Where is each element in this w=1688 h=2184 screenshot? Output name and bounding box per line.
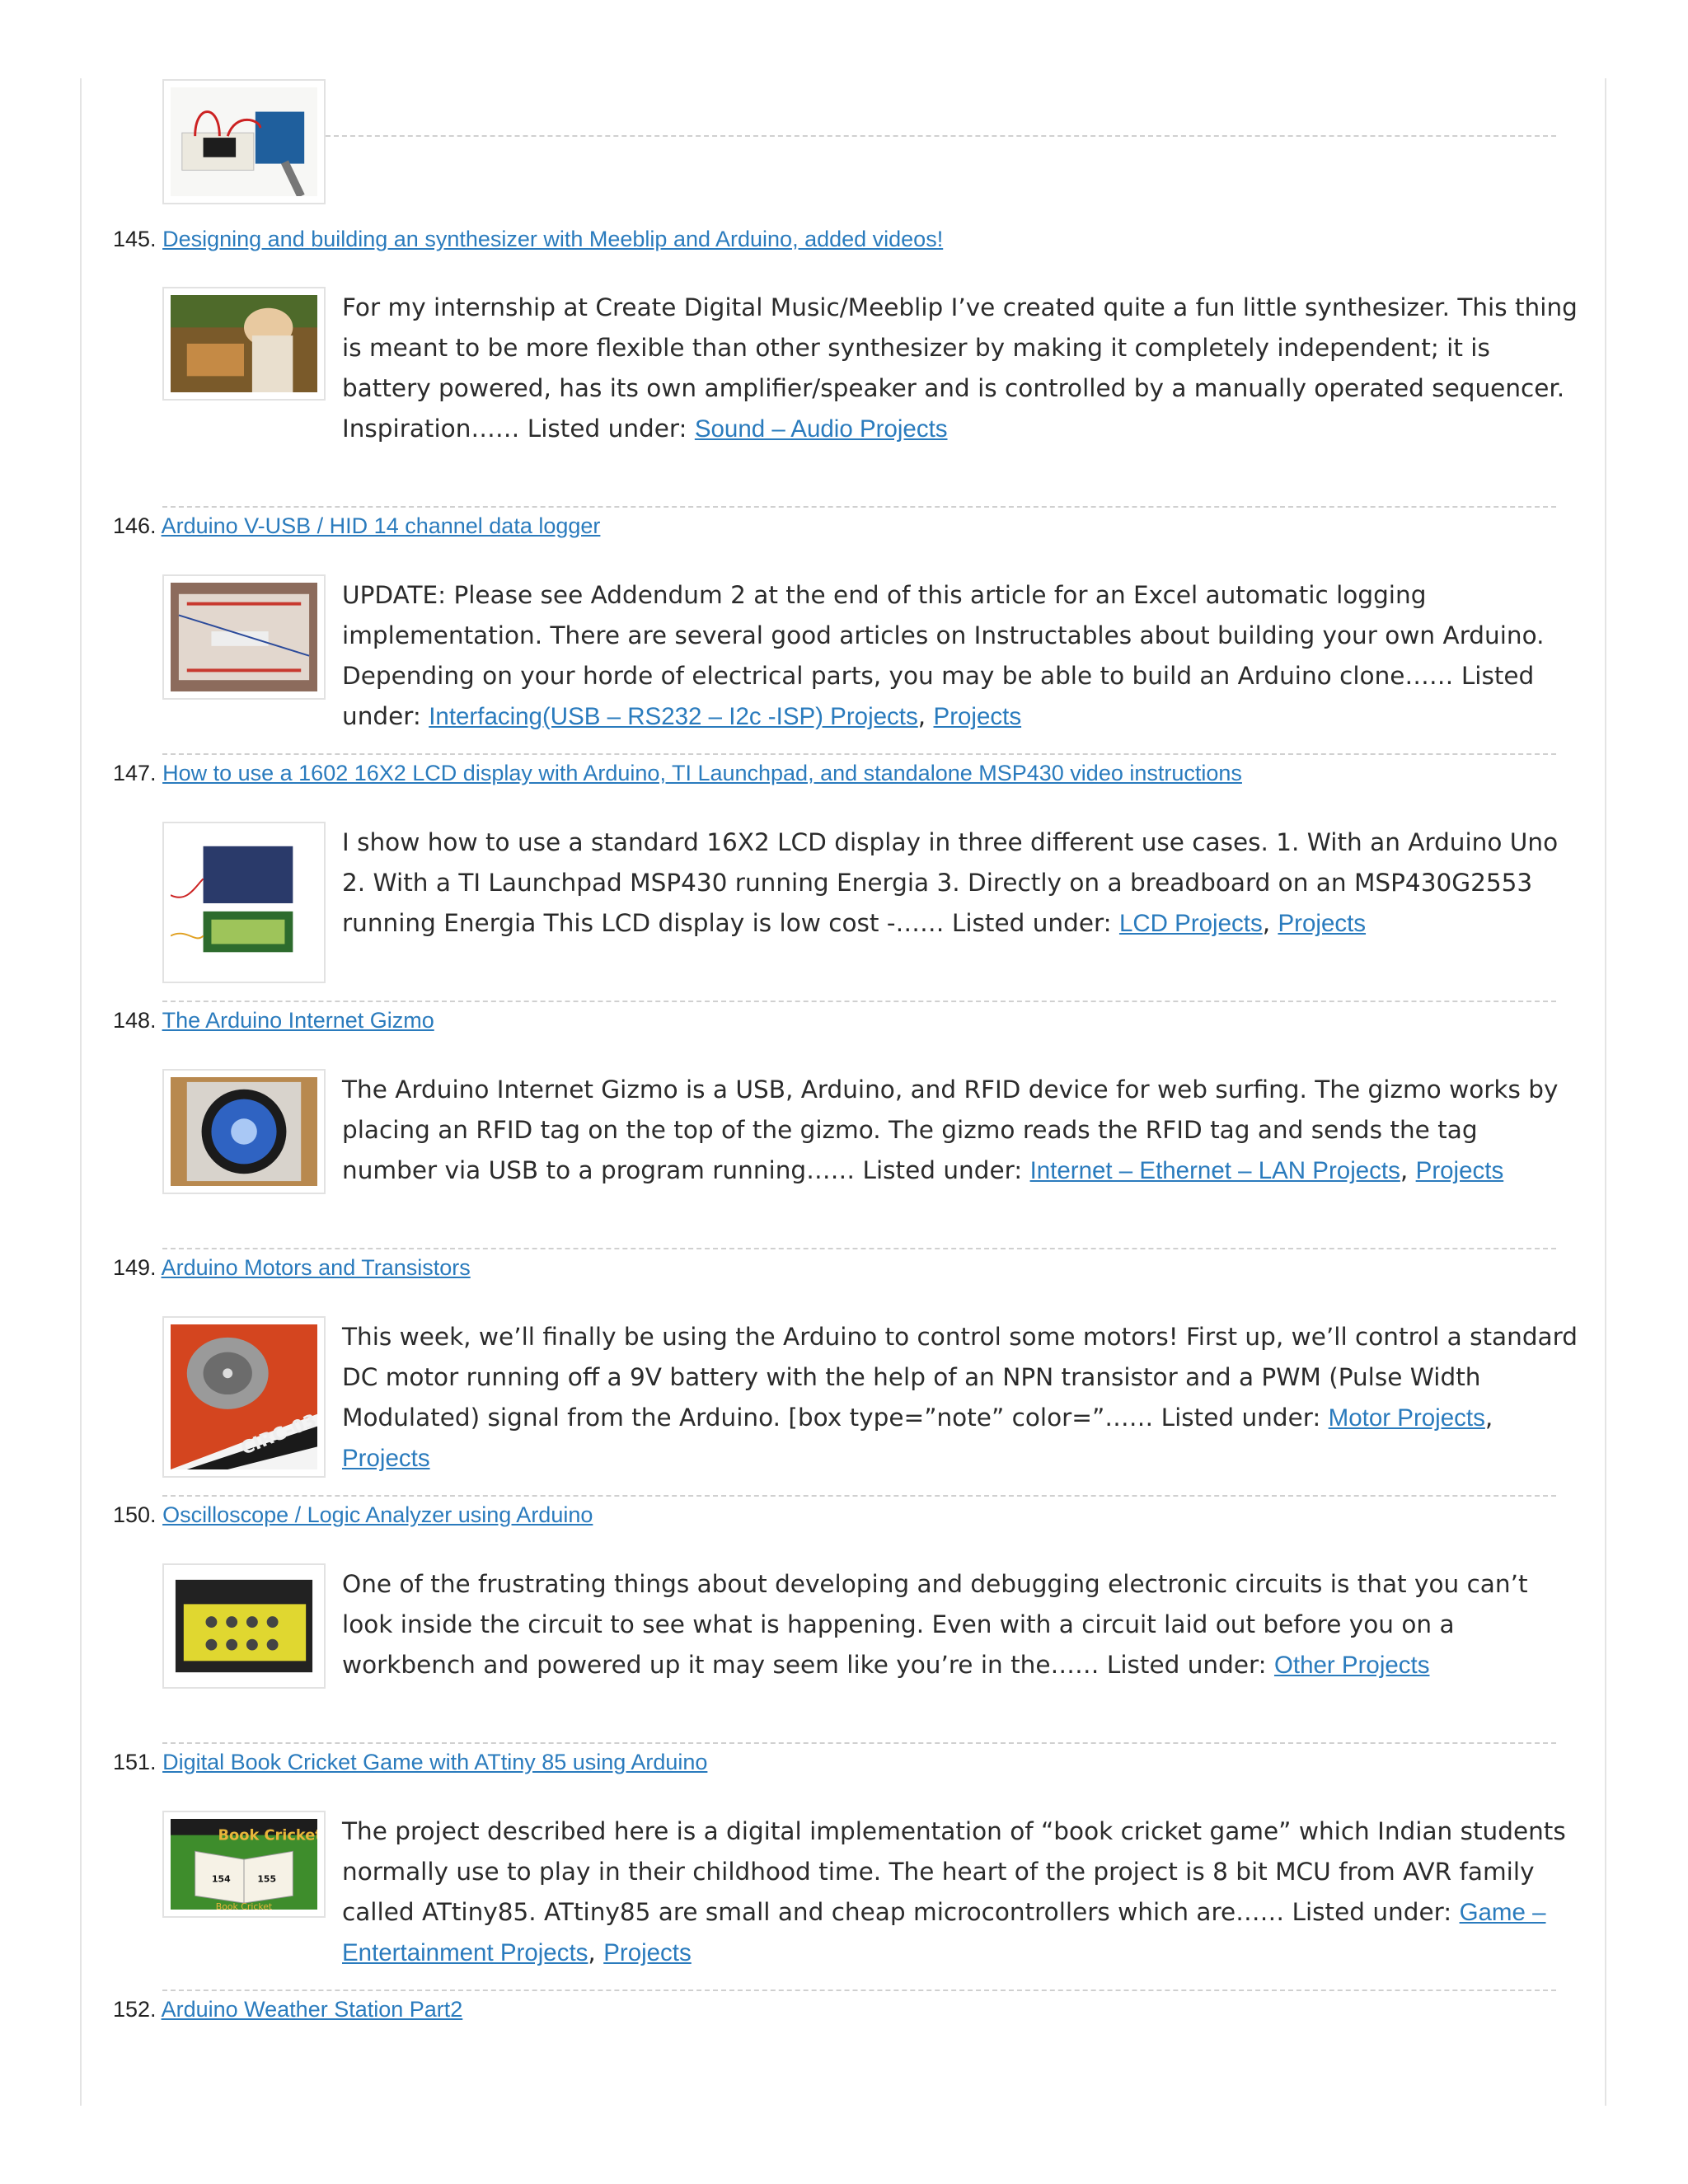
item-description: I show how to use a standard 16X2 LCD display in three different use cases. 1. With an Arduino Uno 2. With a TI Launchpad MSP430 running Energia 3. Directly on a breadboard on an MSP430G2553 running Energia This LCD display is low cost -…… Listed under: LCD Projects, Projects [342, 828, 1559, 937]
category-link[interactable]: Other Projects [1273, 1652, 1430, 1679]
list-item-146: 146. Arduino V-USB / HID 14 channel data logger [113, 513, 601, 538]
motor-label: CIRC-03 [237, 1410, 317, 1460]
list-item-145: 145. Designing and building an synthesizer with Meeblip and Arduino, added videos! [113, 227, 944, 251]
list-item-152: 152. Arduino Weather Station Part2 [113, 1997, 463, 2022]
thumbnail-internet-gizmo[interactable] [162, 1069, 326, 1194]
item-description: The project described here is a digital implementation of “book cricket game” which Indian students normally use to play in their childhood time. The heart of the project is 8 bit MCU from AVR family called ATtiny85. ATtiny85 are small and cheap microcontrollers which are…… Listed under: Game – Entertainment Projects, Projects [342, 1817, 1566, 1966]
category-link[interactable]: Internet – Ethernet – LAN Projects [1029, 1157, 1400, 1184]
item-title-link[interactable]: Arduino Motors and Transistors [161, 1255, 471, 1280]
category-link[interactable]: Projects [1415, 1157, 1504, 1184]
item-description: UPDATE: Please see Addendum 2 at the end of this article for an Excel automatic logging implementation. There are several good articles on Instructables about building your own Arduino. Depending on your horde of electrical parts, you may be able to build an Arduino clone…… Listed under: Interfacing(USB – RS232 – I2c -ISP) Projects, Projects [342, 581, 1545, 730]
item-title-link[interactable]: The Arduino Internet Gizmo [162, 1008, 434, 1033]
item-title-link[interactable]: Designing and building an synthesizer with Meeblip and Arduino, added videos! [162, 227, 944, 251]
category-link[interactable]: LCD Projects [1118, 910, 1263, 937]
list-item-147: 147. How to use a 1602 16X2 LCD display with Arduino, TI Launchpad, and standalone MSP430 video instructions [113, 761, 1242, 785]
item-title-link[interactable]: Arduino Weather Station Part2 [161, 1997, 463, 2022]
list-item-151: 151. Digital Book Cricket Game with ATtiny 85 using Arduino [113, 1750, 708, 1774]
category-link[interactable]: Game – Entertainment Projects [342, 1899, 1546, 1966]
item-description: The Arduino Internet Gizmo is a USB, Arduino, and RFID device for web surfing. The gizmo works by placing an RFID tag on the top of the gizmo. The gizmo reads the RFID tag and sends the tag number via USB to a program running…… Listed under: Internet – Ethernet – LAN Projects, Projects [342, 1076, 1559, 1184]
item-description: This week, we’ll finally be using the Arduino to control some motors! First up, we’ll control a standard DC motor running off a 9V battery with the help of an NPN transistor and a PWM (Pulse Width Modulated) signal from the Arduino. [box type=”note” color=”…… Listed under: Motor Projects, Projects [342, 1323, 1578, 1472]
category-link[interactable]: Projects [933, 703, 1022, 730]
list-item-149: 149. Arduino Motors and Transistors [113, 1255, 471, 1280]
category-link[interactable]: Projects [603, 1939, 692, 1966]
page-right: 155 [257, 1873, 277, 1885]
thumbnail-breadboard-circuit[interactable] [162, 79, 326, 204]
item-description: One of the frustrating things about developing and debugging electronic circuits is that you can’t look inside the circuit to see what is happening. Even with a circuit laid out before you on a workbench and powered up it may seem like you’re in the…… Listed under: Other Projects [342, 1570, 1528, 1679]
list-item-150: 150. Oscilloscope / Logic Analyzer using Arduino [113, 1502, 593, 1527]
thumbnail-dc-motor[interactable] [162, 1316, 326, 1478]
book-footer: Book Cricket [215, 1901, 273, 1910]
item-title-link[interactable]: Arduino V-USB / HID 14 channel data logger [161, 513, 601, 538]
category-link[interactable]: Sound – Audio Projects [694, 415, 948, 443]
page-left: 154 [211, 1873, 231, 1885]
thumbnail-synthesizer[interactable] [162, 287, 326, 401]
thumbnail-data-logger[interactable] [162, 574, 326, 700]
category-link[interactable]: Motor Projects [1328, 1404, 1485, 1432]
thumbnail-book-cricket[interactable] [162, 1811, 326, 1918]
item-description: For my internship at Create Digital Music/Meeblip I’ve created quite a fun little synthesizer. This thing is meant to be more flexible than other synthesizer by making it completely independent; it is battery powered, has its own amplifier/speaker and is controlled by a manually operated sequencer. Inspiration…… Listed under: Sound – Audio Projects [342, 293, 1578, 443]
category-link[interactable]: Interfacing(USB – RS232 – I2c -ISP) Projects [429, 703, 918, 730]
item-title-link[interactable]: Oscilloscope / Logic Analyzer using Arduino [162, 1502, 593, 1527]
item-title-link[interactable]: Digital Book Cricket Game with ATtiny 85 using Arduino [162, 1750, 708, 1774]
thumbnail-lcd-display[interactable] [162, 822, 326, 983]
thumbnail-oscilloscope[interactable] [162, 1563, 326, 1689]
item-title-link[interactable]: How to use a 1602 16X2 LCD display with Arduino, TI Launchpad, and standalone MSP430 video instructions [162, 761, 1242, 785]
book-title: Book Cricket [218, 1827, 317, 1844]
list-item-148: 148. The Arduino Internet Gizmo [113, 1008, 434, 1033]
category-link[interactable]: Projects [342, 1445, 430, 1472]
category-link[interactable]: Projects [1278, 910, 1367, 937]
